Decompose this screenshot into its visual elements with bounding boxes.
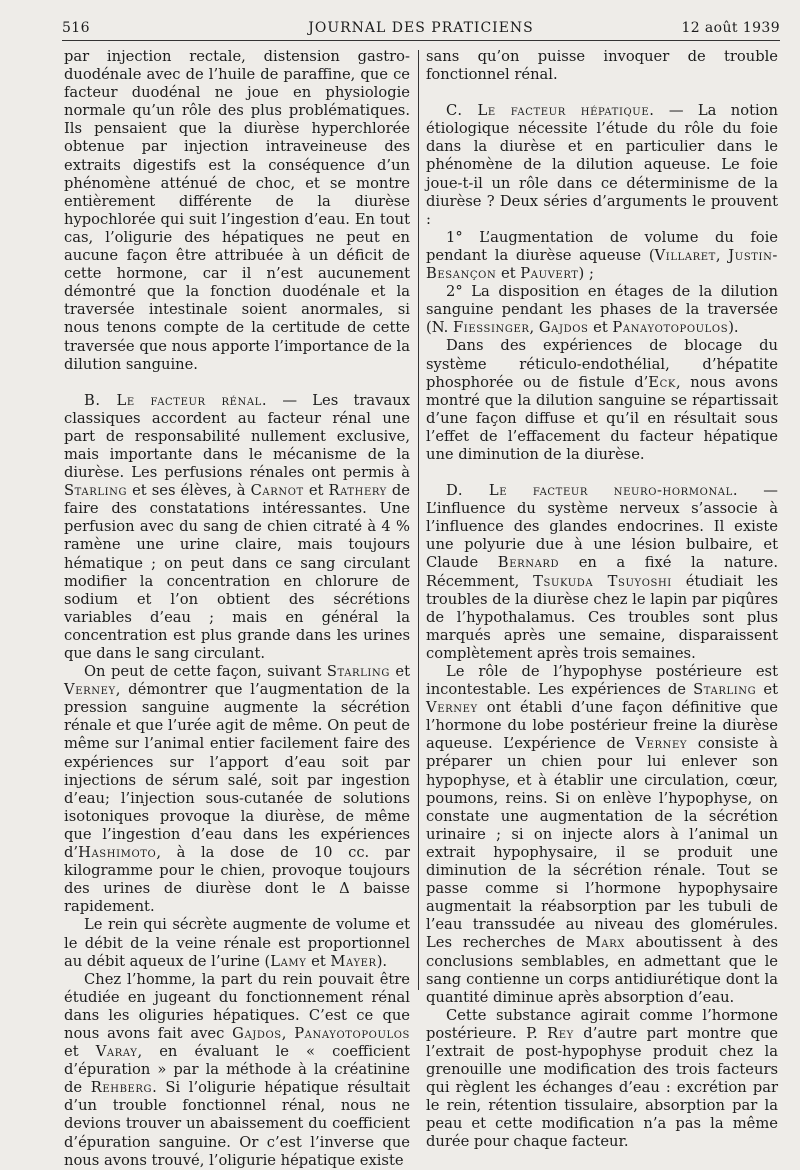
list-item: 1° L’augmentation de volume du foie pendant la diurèse aqueuse (Villaret, Justin-Besançon et Pauvert) ; bbox=[426, 228, 778, 283]
author-name: Gajdos bbox=[538, 319, 589, 337]
left-column bbox=[64, 48, 410, 1170]
paragraph: On peut de cette façon, suivant Starling et Verney, démontrer que l’augmentation de la pression sanguine augmente la sécrétion rénale et que l’urée agit de même. On peut de même sur l’animal entier facilement faire des expériences sur l’apport d’eau soit par injections de sérum salé, soit par ingestion d’eau; l’injection sous-cutanée de solutions isotoniques provoque la diurèse, de même que l’ingestion d’eau dans les expériences d’Hashimoto, à la dose de 10 cc. par kilogramme pour le chien, provoque toujours des urines de diurèse dont le Δ baisse rapidement. bbox=[64, 663, 410, 916]
section-d: D. Le facteur neuro-hormonal. — L’influence du système nerveux s’associe à l’influence des glandes endocrines. Il existe une polyurie due à une lésion bulbaire, et Claude Bernard en a fixé la nature. Récemment, Tsukuda Tsuyoshi étudiait les troubles de la diurèse chez le lapin par piqûres de l’hypothalamus. Ces troubles sont plus marqués après une semaine, disparaissent complètement après trois semaines. bbox=[426, 482, 778, 662]
author-name: Panayotopoulos bbox=[612, 319, 729, 337]
author-name: Mayer bbox=[330, 952, 377, 970]
author-name: Rehberg bbox=[90, 1079, 153, 1097]
author-name: Tsukuda Tsuyoshi bbox=[533, 572, 672, 590]
paragraph: Chez l’homme, la part du rein pouvait être étudiée en jugeant du fonctionnement rénal dans les oliguries hépatiques. C’est ce que nous avons fait avec Gajdos, Panayotopoulos et Varay, en évaluant le « coefficient d’épuration » par la méthode à la créatinine de Rehberg. Si l’oligurie hépatique résultait d’un trouble fonctionnel rénal, nous ne devions trouver un abaissement du coefficient d’épuration sanguine. Or c’est l’inverse que nous avons trouvé, l’oligurie hépatique existe bbox=[64, 970, 411, 1169]
author-name: Verney bbox=[426, 699, 478, 717]
column-divider bbox=[418, 50, 419, 990]
running-header bbox=[62, 14, 780, 41]
list-item: 2° La disposition en étages de la dilution sanguine pendant les phases de la traversée (N. Fiessinger, Gajdos et Panayotopoulos). bbox=[426, 283, 778, 337]
author-name: Panayotopoulos bbox=[294, 1024, 410, 1042]
paragraph: Le rôle de l’hypophyse postérieure est incontestable. Les expériences de Starling et Verney ont établi d’une façon définitive que l’hormone du lobe postérieur freine la diurèse aqueuse. L’expérience de Verney consiste à préparer un chien pour lui enlever son hypophyse, et à établir une circulation, cœur, poumons, reins. Si on enlève l’hypophyse, on constate une augmentation de la sécrétion urinaire ; si on injecte alors à l’animal un extrait hypophysaire, il se produit une diminution de la sécrétion rénale. Tout se passe comme si l’hormone hypophysaire augmentait la réabsorption par les tubuli de l’eau transsudée au niveau des glomérules. Les recherches de Marx aboutissent à des conclusions semblables, en admettant que le sang contienne un corps antidiurétique dont la quantité diminue après absorption d’eau. bbox=[426, 663, 778, 1006]
author-name: Rey bbox=[547, 1024, 574, 1042]
section-heading: B. Le facteur rénal. bbox=[84, 391, 268, 409]
paragraph: par injection rectale, distension gastro-duodénale avec de l’huile de paraffine, que ce facteur duodénal ne joue en physiologie normale qu’un rôle des plus problématiques. Ils pensaient que la diurèse hyperchlorée obtenue par injection intraveineuse des extraits digestifs est la conséquence d’un phénomène atténué de choc, et se montre entièrement différente de la diurèse hypochlorée qui suit l’ingestion d’eau. En tout cas, l’oligurie des hépatiques ne peut en aucune façon être attribuée à un déficit de cette hormone, car il n’est aucunement démontré que la fonction duodénale et la traversée intestinale soient anormales, si nous tenons compte de la certitude de cette traversée que nous apporte l’importance de la dilution sanguine. bbox=[64, 48, 410, 373]
section-b: B. Le facteur rénal. — Les travaux classiques accordent au facteur rénal une part de responsabilité nullement exclusive, mais importante dans le mécanisme de la diurèse. Les perfusions rénales ont permis à Starling et ses élèves, à Carnot et Rathery de faire des constatations intéressantes. Une perfusion avec du sang de chien citraté à 4 % ramène une urine claire, mais toujours hématique ; on peut dans ce sang circulant modifier la concentration en chlorure de sodium et l’on obtient des sécrétions variables d’eau ; mais en général la concentration est plus grande dans les urines que dans le sang circulant. bbox=[64, 391, 411, 662]
paragraph: sans qu’on puisse invoquer de trouble fonctionnel rénal. bbox=[426, 48, 778, 84]
right-column bbox=[426, 48, 778, 1152]
section-c: C. Le facteur hépatique. — La notion étiologique nécessite l’étude du rôle du foie dans la diurèse et en particulier dans le phénomène de la dilution aqueuse. Le foie joue-t-il un rôle dans ce déterminisme de la diurèse ? Deux séries d’arguments le prouvent : bbox=[426, 102, 778, 228]
author-name: Justin-Besançon bbox=[426, 246, 778, 283]
page-number: 516 bbox=[62, 20, 90, 36]
paragraph: Le rein qui sécrète augmente de volume et le débit de la veine rénale est proportionnel au débit aqueux de l’urine (Lamy et Mayer). bbox=[64, 916, 410, 970]
section-heading: D. Le facteur neuro-hormonal. bbox=[446, 482, 739, 500]
author-name: Marx bbox=[585, 934, 625, 952]
author-name: Verney bbox=[64, 681, 116, 699]
author-name: Verney bbox=[635, 735, 688, 753]
journal-title: JOURNAL DES PRATICIENS bbox=[308, 20, 534, 36]
author-name: Gajdos bbox=[232, 1024, 282, 1042]
author-name: Fiessinger bbox=[452, 319, 530, 337]
author-name: Starling bbox=[326, 663, 390, 681]
author-name: Varay bbox=[95, 1043, 138, 1061]
section-heading: C. Le facteur hépatique. bbox=[446, 102, 655, 120]
issue-date: 12 août 1939 bbox=[681, 20, 780, 36]
author-name: Hashimoto bbox=[78, 844, 157, 862]
author-name: Carnot bbox=[250, 482, 304, 500]
author-name: Eck bbox=[648, 373, 676, 391]
paragraph: Dans des expériences de blocage du système réticulo-endothélial, d’hépatite phosphorée ou de fistule d’Eck, nous avons montré que la dilution sanguine se répartissait d’une façon diffuse et qu’il en résultait sous l’effet de l’effacement du facteur hépatique une diminution de la diurèse. bbox=[426, 337, 779, 463]
paragraph: Cette substance agirait comme l’hormone postérieure. P. Rey d’autre part montre que l’extrait de post-hypophyse produit chez la grenouille une modification des trois facteurs qui règlent les échanges d’eau : excrétion par le rein, rétention tissulaire, absorption par la peau et cette modification n’a pas la même durée pour chaque facteur. bbox=[426, 1006, 778, 1151]
author-name: Starling bbox=[64, 482, 128, 500]
author-name: Villaret bbox=[654, 246, 716, 264]
author-name: Starling bbox=[693, 681, 757, 699]
author-name: Bernard bbox=[497, 554, 560, 572]
author-name: Pauvert bbox=[520, 265, 579, 283]
author-name: Rathery bbox=[328, 482, 387, 500]
author-name: Lamy bbox=[270, 952, 307, 970]
